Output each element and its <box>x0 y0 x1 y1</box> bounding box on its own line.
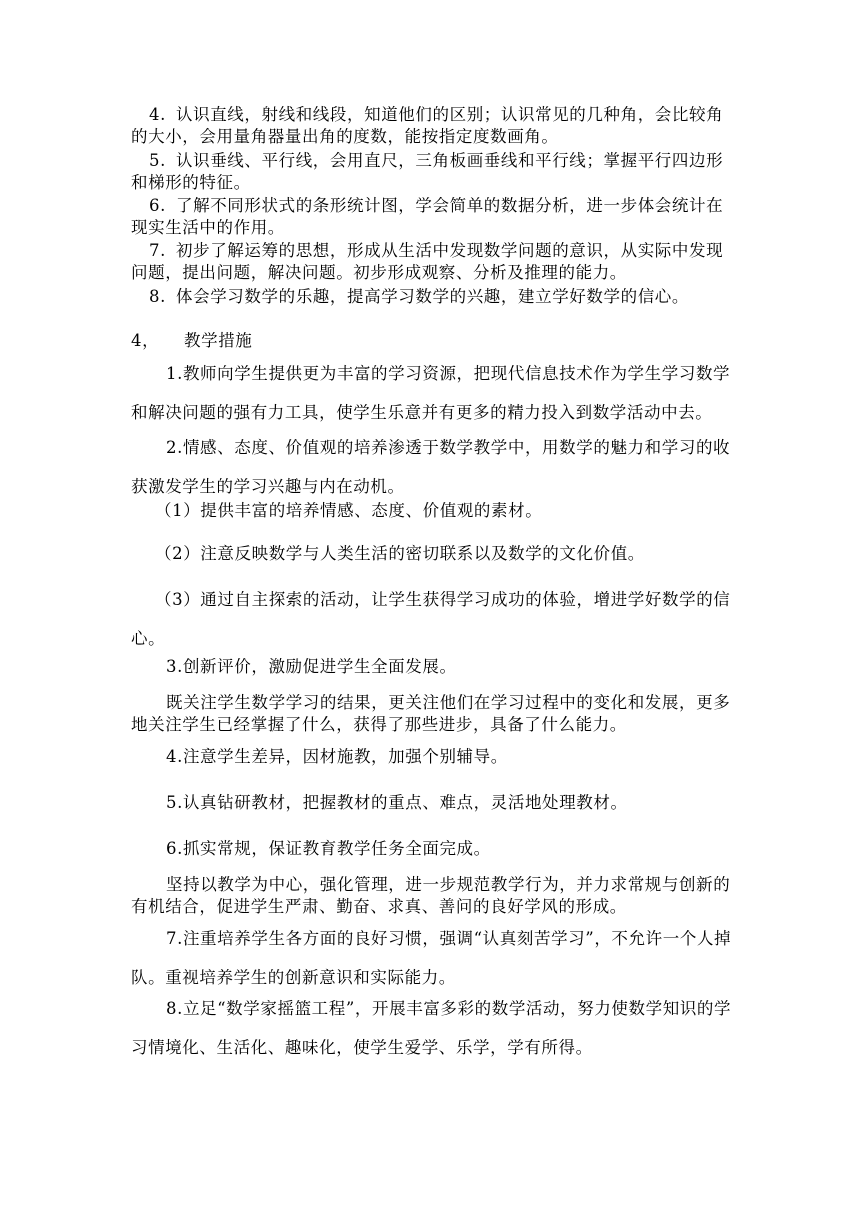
goal-item-5 <box>131 150 736 194</box>
goal-text: 体会学习数学的乐趣，提高学习数学的兴趣，建立学好数学的信心。 <box>176 287 689 306</box>
section-heading <box>131 330 736 352</box>
measure-3: 3.创新评价，激励促进学生全面发展。 <box>166 657 457 676</box>
goal-text: 认识直线，射线和线段，知道他们的区别；认识常见的几种角，会比较角的大小，会用量角器量出角的度数，能按指定度数画角。 <box>131 105 724 146</box>
measure-8: 8.立足“数学家摇篮工程”，开展丰富多彩的数学活动，努力使数学知识的学习情境化、生活化、趣味化，使学生爱学、乐学，学有所得。 <box>131 999 732 1057</box>
goal-item-4 <box>131 104 736 148</box>
goal-text: 初步了解运筹的思想，形成从生活中发现数学问题的意识，从实际中发现问题，提出问题，解决问题。初步形成观察、分析及推理的能力。 <box>131 241 724 282</box>
goal-number: 4. <box>149 105 166 124</box>
goal-item-8 <box>131 286 736 308</box>
section-title: 教学措施 <box>184 331 253 350</box>
measure-2: 2.情感、态度、价值观的培养渗透于数学教学中，用数学的魅力和学习的收获激发学生的学习兴趣与内在动机。 <box>131 438 731 496</box>
goal-number: 8. <box>149 287 166 306</box>
goal-number: 5. <box>149 151 166 170</box>
goal-text: 认识垂线、平行线，会用直尺，三角板画垂线和平行线；掌握平行四边形和梯形的特征。 <box>131 151 724 192</box>
measure-7: 7.注重培养学生各方面的良好习惯，强调“认真刻苦学习”，不允许一个人掉队。重视培养学生的创新意识和实际能力。 <box>131 929 732 987</box>
measure-4: 4.注意学生差异，因材施教，加强个别辅导。 <box>166 747 508 766</box>
measure-2-sub-3: （3）通过自主探索的活动，让学生获得学习成功的体验，增进学好数学的信心。 <box>131 590 731 648</box>
goal-number: 6. <box>149 196 166 215</box>
measure-1: 1.教师向学生提供更为丰富的学习资源，把现代信息技术作为学生学习数学和解决问题的强有力工具，使学生乐意并有更多的精力投入到数学活动中去。 <box>131 364 731 422</box>
measure-3-detail: 既关注学生数学学习的结果，更关注他们在学习过程中的变化和发展，更多地关注学生已经掌握了什么，获得了那些进步，具备了什么能力。 <box>131 693 731 734</box>
measure-5: 5.认真钻研教材，把握教材的重点、难点，灵活地处理教材。 <box>166 793 628 812</box>
goal-item-7 <box>131 240 736 284</box>
goal-number: 7. <box>149 241 166 260</box>
measure-2-sub-1: （1）提供丰富的培养情感、态度、价值观的素材。 <box>155 501 543 520</box>
section-number: 4， <box>131 331 160 350</box>
goal-item-6 <box>131 195 736 239</box>
measure-6: 6.抓实常规，保证教育教学任务全面完成。 <box>166 839 491 858</box>
measure-2-sub-2: （2）注意反映数学与人类生活的密切联系以及数学的文化价值。 <box>155 544 645 563</box>
goal-text: 了解不同形状式的条形统计图，学会简单的数据分析，进一步体会统计在现实生活中的作用。 <box>131 196 724 237</box>
measure-6-detail: 坚持以教学为中心，强化管理，进一步规范教学行为，并力求常规与创新的有机结合，促进学生严肃、勤奋、求真、善问的良好学风的形成。 <box>131 875 731 916</box>
